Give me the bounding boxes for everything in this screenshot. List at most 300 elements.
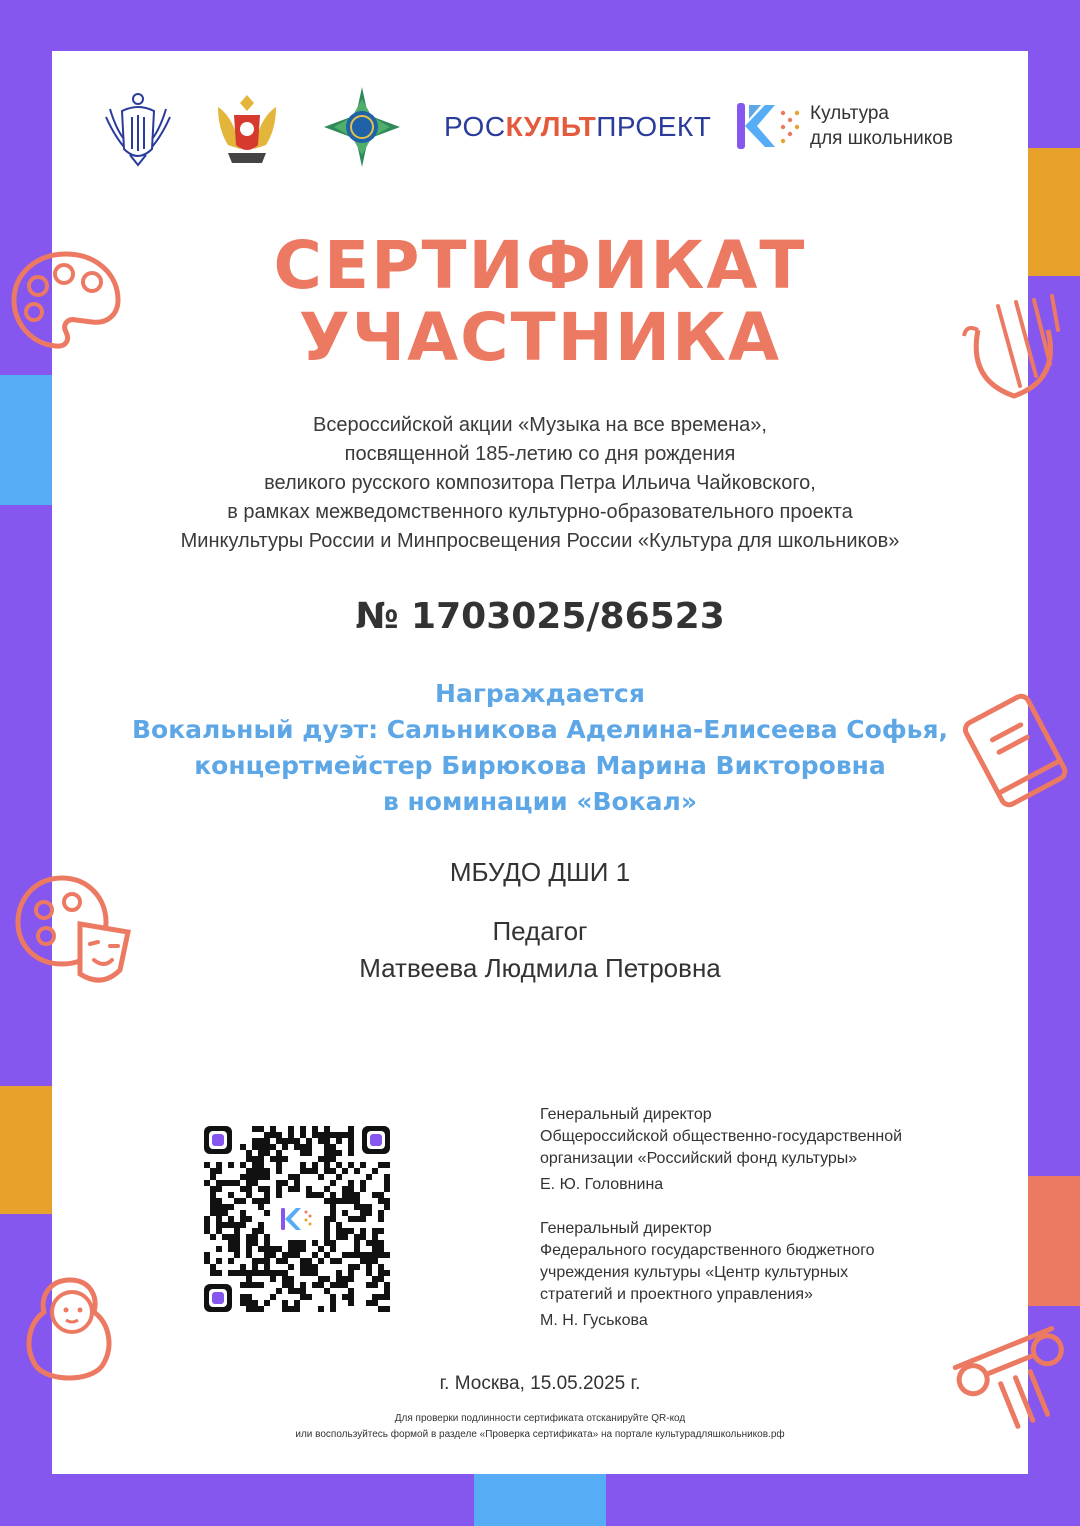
qr-module bbox=[324, 1276, 330, 1282]
qr-module bbox=[312, 1240, 318, 1246]
qr-module bbox=[264, 1198, 270, 1204]
frame-stripe-orange-left-bottom bbox=[0, 1086, 52, 1214]
qr-module bbox=[318, 1138, 324, 1144]
qr-module bbox=[228, 1270, 234, 1276]
qr-module bbox=[264, 1240, 270, 1246]
qr-module bbox=[258, 1306, 264, 1312]
qr-module bbox=[258, 1126, 264, 1132]
qr-module bbox=[300, 1264, 306, 1270]
qr-module bbox=[294, 1180, 300, 1186]
qr-module bbox=[372, 1234, 378, 1240]
qr-module bbox=[216, 1246, 222, 1252]
qr-module bbox=[372, 1294, 378, 1300]
qr-module bbox=[324, 1222, 330, 1228]
qr-module bbox=[246, 1282, 252, 1288]
qr-module bbox=[348, 1132, 354, 1138]
qr-module bbox=[330, 1198, 336, 1204]
qr-module bbox=[216, 1210, 222, 1216]
qr-module bbox=[264, 1258, 270, 1264]
qr-module bbox=[342, 1276, 348, 1282]
qr-module bbox=[324, 1252, 330, 1258]
qr-module bbox=[288, 1282, 294, 1288]
qr-module bbox=[240, 1270, 246, 1276]
frame-stripe-blue-left bbox=[0, 375, 52, 505]
qr-module bbox=[246, 1150, 252, 1156]
qr-module bbox=[264, 1264, 270, 1270]
theatre-masks-icon bbox=[10, 870, 136, 992]
qr-module bbox=[210, 1168, 216, 1174]
qr-module bbox=[360, 1210, 366, 1216]
qr-module bbox=[342, 1294, 348, 1300]
qr-module bbox=[276, 1132, 282, 1138]
qr-module bbox=[300, 1282, 306, 1288]
signature-line: организации «Российский фонд культуры» bbox=[540, 1150, 858, 1167]
qr-module bbox=[342, 1282, 348, 1288]
qr-module bbox=[276, 1138, 282, 1144]
qr-module bbox=[378, 1270, 384, 1276]
verification-note bbox=[52, 1411, 1028, 1443]
qr-module bbox=[264, 1174, 270, 1180]
qr-module bbox=[252, 1126, 258, 1132]
qr-module bbox=[276, 1186, 282, 1192]
qr-module bbox=[300, 1240, 306, 1246]
qr-module bbox=[378, 1192, 384, 1198]
qr-module bbox=[330, 1300, 336, 1306]
qr-module bbox=[252, 1258, 258, 1264]
qr-module bbox=[204, 1252, 210, 1258]
qr-module bbox=[348, 1126, 354, 1132]
qr-module bbox=[318, 1156, 324, 1162]
qr-module bbox=[294, 1252, 300, 1258]
qr-module bbox=[264, 1150, 270, 1156]
organization-name: МБУДО ДШИ 1 bbox=[449, 857, 631, 887]
qr-module bbox=[342, 1234, 348, 1240]
description-line: Минкультуры России и Минпросвещения России «Культура для школьников» bbox=[180, 530, 900, 552]
qr-module bbox=[366, 1174, 372, 1180]
qr-module bbox=[216, 1180, 222, 1186]
qr-module bbox=[384, 1198, 390, 1204]
certificate-description bbox=[52, 411, 1028, 556]
qr-module bbox=[270, 1132, 276, 1138]
qr-module bbox=[324, 1150, 330, 1156]
award-heading: Награждается bbox=[435, 679, 645, 708]
qr-module bbox=[240, 1264, 246, 1270]
qr-module bbox=[234, 1246, 240, 1252]
qr-module bbox=[270, 1252, 276, 1258]
qr-module bbox=[288, 1132, 294, 1138]
qr-module bbox=[264, 1192, 270, 1198]
qr-module bbox=[252, 1264, 258, 1270]
qr-module bbox=[276, 1180, 282, 1186]
qr-module bbox=[204, 1258, 210, 1264]
qr-module bbox=[246, 1216, 252, 1222]
qr-module bbox=[216, 1162, 222, 1168]
qr-module bbox=[258, 1150, 264, 1156]
qr-module bbox=[264, 1144, 270, 1150]
qr-module bbox=[246, 1300, 252, 1306]
qr-module bbox=[330, 1294, 336, 1300]
qr-module bbox=[258, 1270, 264, 1276]
qr-module bbox=[312, 1162, 318, 1168]
description-line: в рамках межведомственного культурно-образовательного проекта bbox=[227, 501, 853, 523]
qr-module bbox=[252, 1156, 258, 1162]
russian-culture-fund-emblem-icon bbox=[320, 85, 404, 169]
qr-module bbox=[336, 1258, 342, 1264]
qr-module bbox=[354, 1192, 360, 1198]
qr-module bbox=[204, 1162, 210, 1168]
qr-module bbox=[210, 1198, 216, 1204]
qr-module bbox=[258, 1222, 264, 1228]
qr-module bbox=[300, 1258, 306, 1264]
qr-module bbox=[312, 1168, 318, 1174]
qr-module bbox=[264, 1168, 270, 1174]
qr-module bbox=[348, 1270, 354, 1276]
qr-module bbox=[234, 1180, 240, 1186]
qr-module bbox=[366, 1258, 372, 1264]
qr-module bbox=[216, 1186, 222, 1192]
certificate-number: № 1703025/86523 bbox=[355, 596, 725, 637]
palette-icon bbox=[8, 246, 124, 358]
qr-module bbox=[384, 1180, 390, 1186]
qr-module bbox=[330, 1246, 336, 1252]
qr-module bbox=[252, 1270, 258, 1276]
qr-module bbox=[258, 1156, 264, 1162]
qr-module bbox=[354, 1198, 360, 1204]
qr-module bbox=[324, 1168, 330, 1174]
qr-module bbox=[306, 1294, 312, 1300]
qr-module bbox=[354, 1204, 360, 1210]
qr-module bbox=[240, 1210, 246, 1216]
qr-module bbox=[342, 1168, 348, 1174]
qr-module bbox=[342, 1252, 348, 1258]
qr-module bbox=[336, 1276, 342, 1282]
qr-module bbox=[270, 1276, 276, 1282]
qr-module bbox=[330, 1180, 336, 1186]
qr-module bbox=[324, 1216, 330, 1222]
qr-module bbox=[246, 1186, 252, 1192]
qr-module bbox=[252, 1300, 258, 1306]
qr-module bbox=[252, 1180, 258, 1186]
qr-module bbox=[330, 1282, 336, 1288]
qr-module bbox=[378, 1252, 384, 1258]
qr-module bbox=[372, 1246, 378, 1252]
signatory-name: Е. Ю. Головнина bbox=[540, 1176, 664, 1193]
teacher-name: Матвеева Людмила Петровна bbox=[359, 953, 721, 983]
qr-module bbox=[330, 1258, 336, 1264]
qr-module bbox=[348, 1150, 354, 1156]
qr-module bbox=[270, 1144, 276, 1150]
qr-module bbox=[330, 1156, 336, 1162]
qr-module bbox=[282, 1276, 288, 1282]
qr-module bbox=[312, 1192, 318, 1198]
qr-module bbox=[300, 1150, 306, 1156]
qr-module bbox=[282, 1144, 288, 1150]
description-line: Всероссийской акции «Музыка на все времена», bbox=[313, 414, 767, 436]
qr-module bbox=[252, 1306, 258, 1312]
qr-module bbox=[378, 1246, 384, 1252]
qr-module bbox=[210, 1234, 216, 1240]
qr-module bbox=[252, 1168, 258, 1174]
qr-module bbox=[258, 1204, 264, 1210]
qr-module bbox=[288, 1186, 294, 1192]
qr-module bbox=[372, 1258, 378, 1264]
qr-module bbox=[204, 1228, 210, 1234]
qr-module bbox=[240, 1294, 246, 1300]
qr-module bbox=[246, 1270, 252, 1276]
qr-module bbox=[306, 1258, 312, 1264]
qr-module bbox=[234, 1240, 240, 1246]
qr-module bbox=[252, 1198, 258, 1204]
qr-module bbox=[342, 1186, 348, 1192]
qr-module bbox=[348, 1186, 354, 1192]
book-icon bbox=[958, 686, 1074, 814]
qr-module bbox=[324, 1144, 330, 1150]
qr-module bbox=[276, 1246, 282, 1252]
qr-module bbox=[306, 1270, 312, 1276]
qr-module bbox=[246, 1168, 252, 1174]
qr-module bbox=[378, 1240, 384, 1246]
qr-module bbox=[384, 1162, 390, 1168]
qr-module bbox=[270, 1126, 276, 1132]
qr-module bbox=[216, 1258, 222, 1264]
qr-module bbox=[252, 1174, 258, 1180]
qr-module bbox=[258, 1186, 264, 1192]
qr-module bbox=[318, 1246, 324, 1252]
qr-module bbox=[246, 1252, 252, 1258]
signatory-name: М. Н. Гуськова bbox=[540, 1312, 648, 1329]
qr-module bbox=[372, 1228, 378, 1234]
qr-module bbox=[300, 1168, 306, 1174]
qr-module bbox=[234, 1234, 240, 1240]
qr-module bbox=[342, 1210, 348, 1216]
qr-module bbox=[372, 1300, 378, 1306]
qr-module bbox=[294, 1240, 300, 1246]
qr-module bbox=[288, 1138, 294, 1144]
qr-module bbox=[312, 1132, 318, 1138]
qr-module bbox=[324, 1186, 330, 1192]
qr-module bbox=[384, 1294, 390, 1300]
qr-module bbox=[288, 1126, 294, 1132]
qr-module bbox=[360, 1162, 366, 1168]
qr-module bbox=[384, 1306, 390, 1312]
qr-finder-bottom-left bbox=[204, 1284, 232, 1312]
qr-module bbox=[288, 1252, 294, 1258]
qr-module bbox=[348, 1216, 354, 1222]
qr-module bbox=[330, 1216, 336, 1222]
qr-module bbox=[228, 1192, 234, 1198]
qr-module bbox=[306, 1192, 312, 1198]
qr-module bbox=[372, 1240, 378, 1246]
qr-module bbox=[354, 1168, 360, 1174]
certificate-sheet bbox=[52, 51, 1028, 1474]
qr-module bbox=[354, 1216, 360, 1222]
qr-module bbox=[336, 1132, 342, 1138]
qr-module bbox=[306, 1138, 312, 1144]
qr-module bbox=[246, 1240, 252, 1246]
qr-module bbox=[276, 1156, 282, 1162]
qr-module bbox=[216, 1198, 222, 1204]
qr-module bbox=[366, 1270, 372, 1276]
qr-module bbox=[324, 1126, 330, 1132]
signature-line: Генеральный директор bbox=[540, 1220, 712, 1237]
qr-module bbox=[246, 1174, 252, 1180]
qr-module bbox=[252, 1282, 258, 1288]
qr-module bbox=[378, 1294, 384, 1300]
qr-module bbox=[234, 1228, 240, 1234]
qr-module bbox=[348, 1192, 354, 1198]
qr-module bbox=[282, 1270, 288, 1276]
ministry-culture-emblem-icon bbox=[102, 89, 174, 167]
kultura-dlya-shkolnikov-logo-icon bbox=[735, 99, 801, 153]
award-line: в номинации «Вокал» bbox=[382, 787, 697, 816]
qr-module bbox=[366, 1210, 372, 1216]
qr-module bbox=[276, 1270, 282, 1276]
qr-module bbox=[360, 1234, 366, 1240]
qr-module bbox=[294, 1246, 300, 1252]
verification-qr-code[interactable] bbox=[204, 1126, 390, 1312]
qr-module bbox=[384, 1186, 390, 1192]
qr-module bbox=[366, 1240, 372, 1246]
qr-module bbox=[282, 1180, 288, 1186]
qr-module bbox=[264, 1252, 270, 1258]
signature-line: учреждения культуры «Центр культурных bbox=[540, 1264, 849, 1281]
qr-module bbox=[222, 1210, 228, 1216]
qr-module bbox=[228, 1204, 234, 1210]
qr-module bbox=[348, 1162, 354, 1168]
qr-module bbox=[276, 1192, 282, 1198]
qr-module bbox=[366, 1204, 372, 1210]
qr-module bbox=[348, 1180, 354, 1186]
qr-module bbox=[324, 1156, 330, 1162]
frame-stripe-orange-right-top bbox=[1028, 148, 1080, 276]
qr-module bbox=[300, 1132, 306, 1138]
qr-module bbox=[210, 1210, 216, 1216]
qr-module bbox=[360, 1252, 366, 1258]
qr-module bbox=[204, 1222, 210, 1228]
qr-module bbox=[354, 1246, 360, 1252]
qr-module bbox=[378, 1276, 384, 1282]
qr-module bbox=[210, 1192, 216, 1198]
qr-module bbox=[306, 1144, 312, 1150]
teacher-label: Педагог bbox=[492, 916, 588, 946]
ministry-education-emblem-icon bbox=[210, 89, 284, 169]
qr-module bbox=[318, 1282, 324, 1288]
qr-module bbox=[300, 1144, 306, 1150]
qr-module bbox=[330, 1306, 336, 1312]
signature-block-1 bbox=[540, 1104, 902, 1196]
qr-module bbox=[300, 1294, 306, 1300]
qr-module bbox=[216, 1228, 222, 1234]
qr-module bbox=[324, 1228, 330, 1234]
qr-module bbox=[318, 1258, 324, 1264]
qr-module bbox=[348, 1276, 354, 1282]
qr-module bbox=[348, 1264, 354, 1270]
qr-module bbox=[234, 1252, 240, 1258]
qr-module bbox=[258, 1258, 264, 1264]
qr-module bbox=[264, 1132, 270, 1138]
qr-module bbox=[336, 1174, 342, 1180]
qr-module bbox=[204, 1180, 210, 1186]
qr-module bbox=[240, 1162, 246, 1168]
qr-module bbox=[330, 1204, 336, 1210]
qr-module bbox=[294, 1306, 300, 1312]
signature-line: Общероссийской общественно-государственной bbox=[540, 1128, 903, 1145]
qr-module bbox=[312, 1252, 318, 1258]
qr-module bbox=[330, 1210, 336, 1216]
qr-module bbox=[336, 1270, 342, 1276]
qr-module bbox=[252, 1138, 258, 1144]
qr-module bbox=[336, 1138, 342, 1144]
qr-module bbox=[336, 1162, 342, 1168]
award-block bbox=[52, 676, 1028, 820]
qr-module bbox=[318, 1276, 324, 1282]
qr-module bbox=[330, 1132, 336, 1138]
qr-module bbox=[258, 1174, 264, 1180]
qr-module bbox=[372, 1276, 378, 1282]
qr-module bbox=[216, 1270, 222, 1276]
qr-module bbox=[336, 1228, 342, 1234]
qr-module bbox=[276, 1150, 282, 1156]
qr-module bbox=[336, 1282, 342, 1288]
qr-module bbox=[378, 1306, 384, 1312]
qr-module bbox=[348, 1228, 354, 1234]
qr-module bbox=[258, 1198, 264, 1204]
qr-module bbox=[318, 1192, 324, 1198]
qr-module bbox=[210, 1264, 216, 1270]
city-date: г. Москва, 15.05.2025 г. bbox=[439, 1373, 641, 1394]
qr-module bbox=[366, 1300, 372, 1306]
qr-module bbox=[222, 1204, 228, 1210]
qr-module bbox=[294, 1138, 300, 1144]
qr-module bbox=[306, 1150, 312, 1156]
qr-module bbox=[294, 1300, 300, 1306]
qr-center-logo-icon bbox=[274, 1202, 320, 1236]
qr-module bbox=[354, 1252, 360, 1258]
qr-module bbox=[258, 1228, 264, 1234]
qr-module bbox=[378, 1162, 384, 1168]
qr-module bbox=[288, 1276, 294, 1282]
qr-module bbox=[258, 1144, 264, 1150]
qr-module bbox=[246, 1246, 252, 1252]
qr-module bbox=[276, 1168, 282, 1174]
qr-module bbox=[288, 1246, 294, 1252]
qr-module bbox=[252, 1162, 258, 1168]
qr-module bbox=[324, 1240, 330, 1246]
qr-module bbox=[282, 1258, 288, 1264]
qr-module bbox=[252, 1234, 258, 1240]
qr-finder-top-left bbox=[204, 1126, 232, 1154]
qr-module bbox=[348, 1198, 354, 1204]
qr-module bbox=[336, 1150, 342, 1156]
column-capital-icon bbox=[952, 1316, 1076, 1434]
qr-module bbox=[330, 1168, 336, 1174]
qr-module bbox=[300, 1288, 306, 1294]
qr-module bbox=[312, 1282, 318, 1288]
qr-module bbox=[330, 1150, 336, 1156]
qr-module bbox=[354, 1240, 360, 1246]
qr-module bbox=[234, 1222, 240, 1228]
qr-module bbox=[228, 1258, 234, 1264]
qr-module bbox=[360, 1180, 366, 1186]
qr-module bbox=[258, 1162, 264, 1168]
qr-module bbox=[336, 1222, 342, 1228]
qr-module bbox=[330, 1192, 336, 1198]
qr-module bbox=[294, 1144, 300, 1150]
qr-module bbox=[378, 1228, 384, 1234]
qr-module bbox=[366, 1252, 372, 1258]
qr-module bbox=[222, 1222, 228, 1228]
qr-module bbox=[324, 1138, 330, 1144]
